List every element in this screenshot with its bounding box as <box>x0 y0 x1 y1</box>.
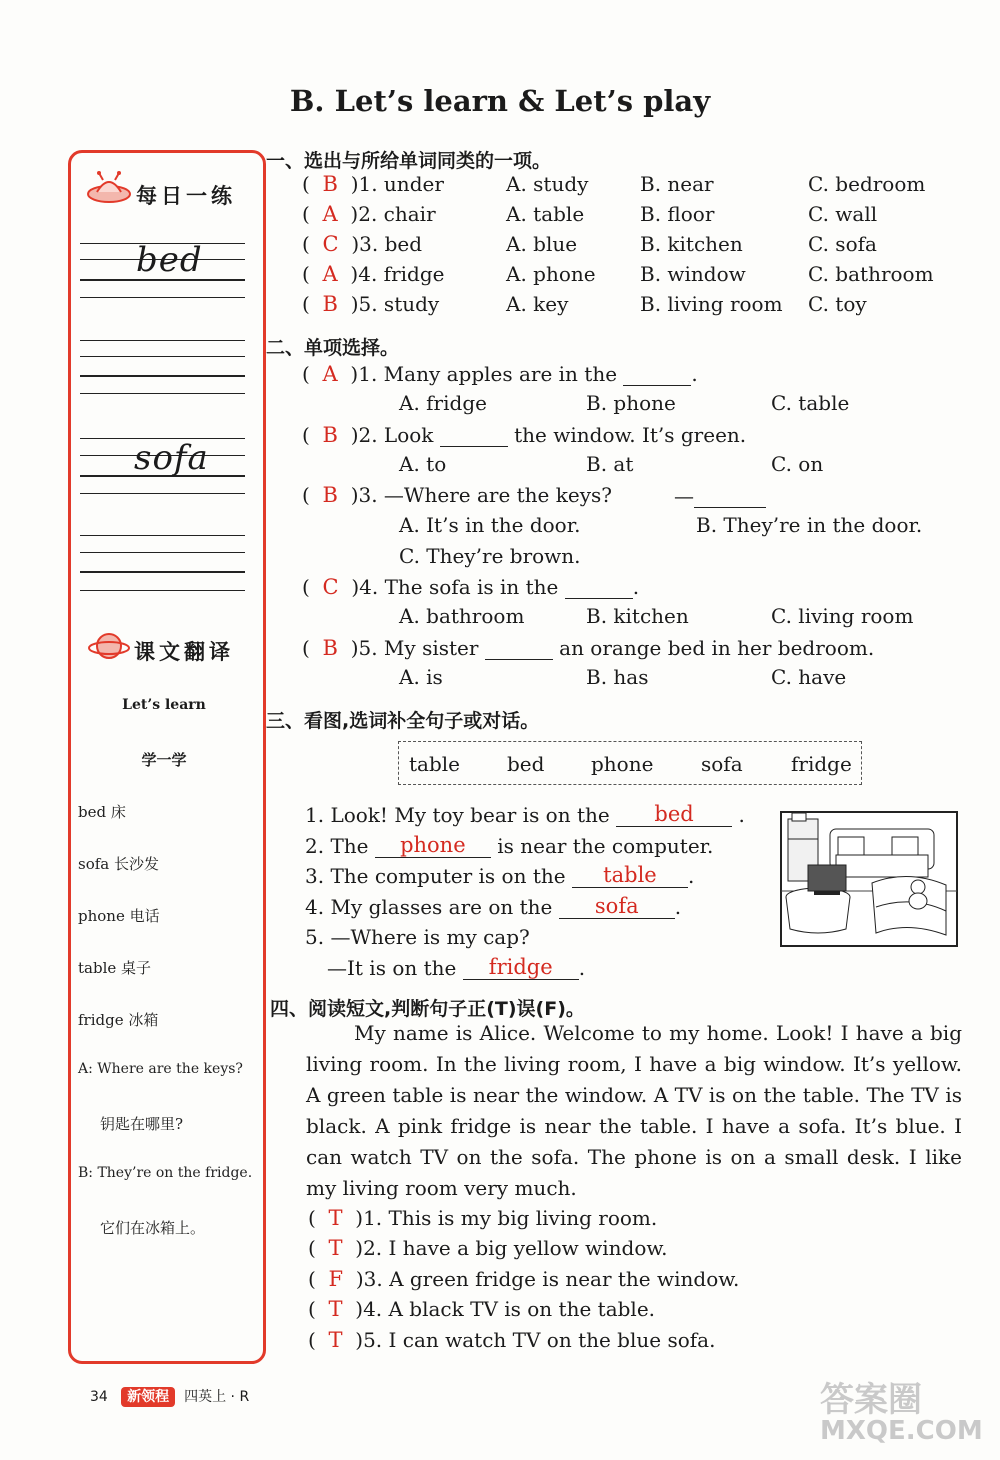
s2-option-b: B. phone <box>586 391 676 415</box>
footer <box>90 1386 249 1406</box>
s1-option-a: A. table <box>506 202 585 226</box>
s1-row-4: ( A )4. fridge <box>302 262 445 286</box>
s2-option-a: A. fridge <box>399 391 487 415</box>
brand-logo: 新领程 <box>121 1387 175 1407</box>
s2-q4: ( C )4. The sofa is in the . <box>302 575 640 599</box>
translation-heading: 课文翻译 <box>134 640 234 664</box>
s2-q3-reply: — <box>674 483 766 508</box>
reading-passage: My name is Alice. Welcome to my home. Look! I have a big living room. In the living room, I have a big window. It’s yellow. A green table is near the window. A TV is on the table. The TV is black. A pink fridge is near the table. I have a sofa. It’s blue. I can watch TV on the sofa. The phone is on a small desk. I like my living room very much. <box>306 1021 962 1200</box>
s2-option-b: B. at <box>586 452 634 476</box>
practice-word-bed: bed <box>136 240 203 280</box>
ufo-icon <box>86 170 132 214</box>
s1-option-b: B. floor <box>640 202 715 226</box>
s1-row-3: ( C )3. bed <box>302 232 423 256</box>
s1-option-c: C. toy <box>808 292 867 316</box>
word-bank-item: phone <box>591 752 654 776</box>
s2-option-c: C. They’re brown. <box>399 544 581 568</box>
s3-line-2: 2. The phone is near the computer. <box>305 833 714 858</box>
s4-row-3: ( F )3. A green fridge is near the window. <box>308 1267 740 1291</box>
s1-option-b: B. window <box>640 262 746 286</box>
s2-option-a: A. to <box>399 452 447 476</box>
word-bank-item: fridge <box>791 752 852 776</box>
watermark-url: MXQE.COM <box>820 1416 983 1446</box>
s2-option-c: C. living room <box>771 604 914 628</box>
word-bank-item: table <box>409 752 460 776</box>
translation-item: table 桌子 <box>78 959 152 977</box>
s2-option-b: B. They’re in the door. <box>696 513 923 537</box>
s2-q1: ( A )1. Many apples are in the . <box>302 362 698 386</box>
lets-learn-label: Let’s learn <box>122 697 206 713</box>
s3-line-1: 1. Look! My toy bear is on the bed . <box>305 802 745 827</box>
translation-item: 它们在冰箱上。 <box>100 1219 206 1237</box>
s2-option-c: C. on <box>771 452 824 476</box>
s2-option-c: C. table <box>771 391 850 415</box>
word-bank <box>398 741 862 785</box>
s1-option-c: C. bedroom <box>808 172 926 196</box>
book-label: 四英上 · R <box>184 1389 250 1405</box>
s2-q2: ( B )2. Look the window. It’s green. <box>302 423 747 447</box>
watermark-logo: 答案圈 <box>820 1380 922 1420</box>
s2-option-b: B. has <box>586 665 649 689</box>
s1-option-c: C. sofa <box>808 232 877 256</box>
s1-option-a: A. study <box>506 172 589 196</box>
s2-q5: ( B )5. My sister an orange bed in her bedroom. <box>302 636 875 660</box>
translation-item: B: They’re on the fridge. <box>78 1165 253 1181</box>
section-4-heading: 四、阅读短文,判断句子正(T)误(F)。 <box>270 998 585 1020</box>
s3-line-4: 4. My glasses are on the sofa . <box>305 894 682 919</box>
s1-row-1: ( B )1. under <box>302 172 444 196</box>
s1-row-5: ( B )5. study <box>302 292 440 316</box>
daily-practice-heading: 每日一练 <box>136 184 236 208</box>
section-1-heading: 一、选出与所给单词同类的一项。 <box>266 150 552 172</box>
practice-word-sofa: sofa <box>134 438 209 478</box>
section-3-heading: 三、看图,选词补全句子或对话。 <box>266 710 540 732</box>
s1-option-c: C. wall <box>808 202 878 226</box>
s2-option-a: A. bathroom <box>399 604 525 628</box>
s2-option-b: B. kitchen <box>586 604 689 628</box>
translation-item: sofa 长沙发 <box>78 855 159 873</box>
s1-option-a: A. key <box>506 292 569 316</box>
s4-row-4: ( T )4. A black TV is on the table. <box>308 1297 656 1321</box>
translation-item: phone 电话 <box>78 907 160 925</box>
translation-item: 钥匙在哪里? <box>100 1115 184 1133</box>
s2-q3: ( B )3. —Where are the keys? <box>302 483 612 507</box>
s4-row-1: ( T )1. This is my big living room. <box>308 1206 658 1230</box>
s3-line-5b: —It is on the fridge . <box>327 955 586 980</box>
s1-option-c: C. bathroom <box>808 262 934 286</box>
s2-option-c: C. have <box>771 665 847 689</box>
s4-row-2: ( T )2. I have a big yellow window. <box>308 1236 668 1260</box>
s1-option-a: A. phone <box>506 262 596 286</box>
word-bank-item: bed <box>507 752 545 776</box>
room-illustration <box>780 811 958 951</box>
page-number: 34 <box>90 1389 108 1405</box>
s2-option-a: A. It’s in the door. <box>399 513 581 537</box>
s1-option-a: A. blue <box>506 232 578 256</box>
s4-row-5: ( T )5. I can watch TV on the blue sofa. <box>308 1328 716 1352</box>
s3-line-3: 3. The computer is on the table . <box>305 863 695 888</box>
section-2-heading: 二、单项选择。 <box>266 337 400 359</box>
planet-icon <box>88 628 130 668</box>
translation-item: fridge 冰箱 <box>78 1011 159 1029</box>
s1-option-b: B. kitchen <box>640 232 743 256</box>
xue-label: 学一学 <box>141 751 187 769</box>
s1-row-2: ( A )2. chair <box>302 202 436 226</box>
translation-item: A: Where are the keys? <box>78 1061 243 1077</box>
s1-option-b: B. living room <box>640 292 783 316</box>
s3-line-5a: 5. —Where is my cap? <box>305 925 530 949</box>
translation-item: bed 床 <box>78 803 126 821</box>
s1-option-b: B. near <box>640 172 714 196</box>
page-title: B. Let’s learn & Let’s play <box>289 84 711 118</box>
word-bank-item: sofa <box>701 752 743 776</box>
s2-option-a: A. is <box>399 665 443 689</box>
